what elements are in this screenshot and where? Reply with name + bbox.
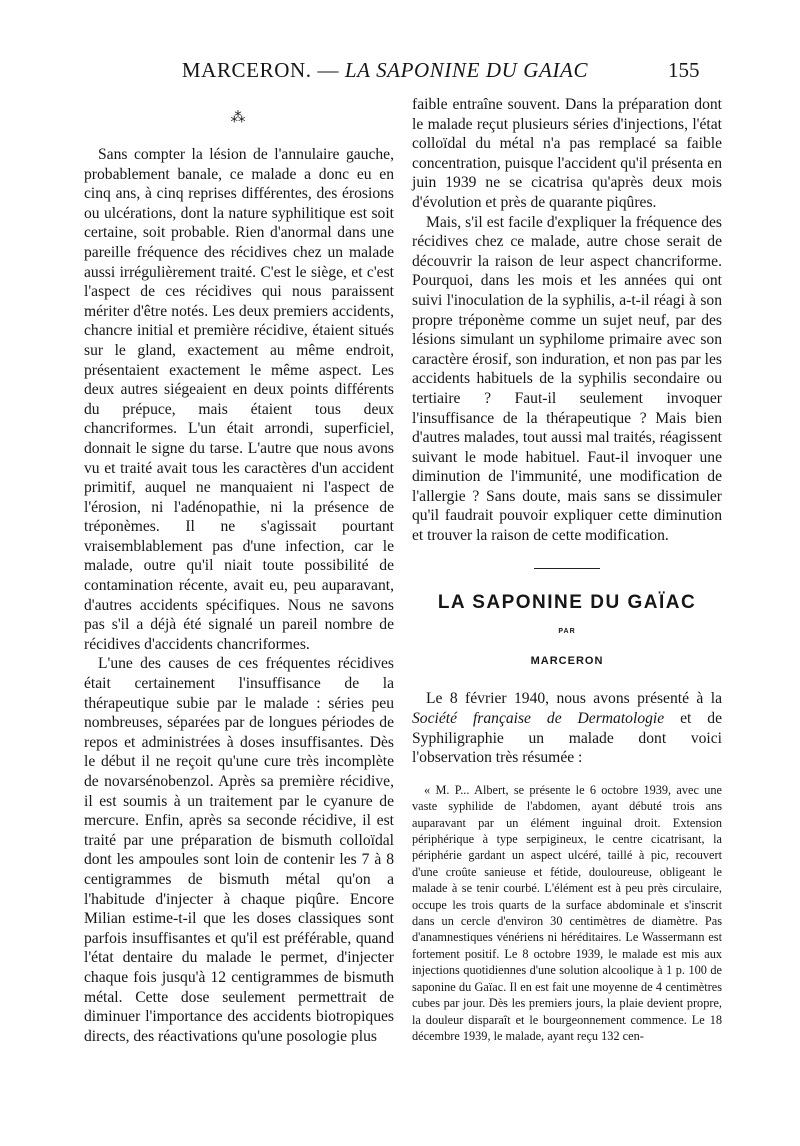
left-paragraph-2: L'une des causes de ces fréquentes récidives était certainement l'insuffisance de la thérapeutique subie par le malade : séries peu nombreuses, séparées par de longues périodes de repos et administrées à doses insuffisantes. Dès le début il ne reçoit qu'une cure très incomplète de novarsénobenzol. Après sa première récidive, il est soumis à un traitement par le cyanure de mercure. Enfin, après sa seconde récidive, il est traité par une préparation de bismuth colloïdal dont les ampoules sont loin de contenir les 7 à 8 centigrammes de bismuth métal qu'on a l'habitude d'injecter à chaque piqûre. Encore Milian estime-t-il que les doses classiques sont parfois insuffisantes et qu'il est préférable, quand l'état dentaire du malade le permet, d'injecter chaque fois jusqu'à 12 centigrammes de bismuth métal. Cette dose seulement permettrait de diminuer l'importance des accidents biotropiques directs, des réactivations qu'une posologie plus (84, 655, 394, 1045)
running-author: MARCERON. (181, 58, 312, 82)
intro-society: Société française de Dermatologie (412, 710, 665, 728)
observation-text: « M. P... Albert, se présente le 6 octobre 1939, avec une vaste syphilide de l'abdomen, ayant débuté trois ans auparavant par un élément inguinal droit. Extension périphérique à type serpigineux, le centre cicatrisant, la périphérie gardant un aspect ulcéré, taillé à pic, recouvert d'une croûte sanieuse et fétide, douloureuse, obligeant le malade à se tenir courbé. L'élément est à peu près circulaire, occupe les trois quarts de la surface abdominale et s'inscrit dans un cercle d'environ 30 centimètres de diamètre. Pas d'anamnestiques vénériens ni héréditaires. Le Wassermann est fortement positif. Le 8 octobre 1939, le malade est mis aux injections quotidiennes d'une solution alcoolique à 1 p. 100 de saponine du Gaïac. Il en est fait une moyenne de 4 centimètres cubes par jour. Dès les premiers jours, la plaie devient propre, la douleur disparaît et le bourgeonnement commence. Le 18 décembre 1939, le malade, ayant reçu 132 cen- (412, 782, 722, 1043)
section-divider (534, 568, 600, 569)
article-author: MARCERON (530, 654, 604, 667)
intro-paragraph (412, 689, 722, 767)
running-separator: — (311, 58, 345, 82)
running-topic: LA SAPONINE DU GAIAC (344, 58, 589, 82)
page-number: 155 (668, 58, 700, 82)
left-column (84, 95, 394, 1046)
article-by: PAR (558, 628, 576, 636)
observation-block (412, 782, 722, 1045)
running-head (0, 58, 800, 88)
right-paragraph-2: Mais, s'il est facile d'expliquer la fréquence des récidives chez ce malade, autre chose serait de découvrir la raison de leur aspect chancriforme. Pourquoi, dans les mois et les années qui ont suivi l'inoculation de la syphilis, a-t-il réagi à son propre tréponème comme un sujet neuf, par des lésions simulant un syphilome primaire avec son caractère érosif, son induration, et non pas par les accidents habituels de la syphilis secondaire ou tertiaire ? Faut-il seulement invoquer l'insuffisance de la thérapeutique ? Mais bien d'autres malades, tout aussi mal traités, réagissent suivant le mode habituel. Faut-il invoquer une diminution de l'immunité, une modification de l'allergie ? Sans doute, mais sans se dissimuler qu'il faudrait pouvoir expliquer cette diminution et trouver la raison de cette modification. (412, 213, 722, 545)
intro-start: Le 8 février 1940, nous avons présenté à la (426, 690, 722, 708)
article-title: LA SAPONINE DU GAÏAC (437, 591, 697, 613)
asterism: ⁂ (230, 110, 248, 126)
intro-end: et de Syphiligraphie un malade dont voici l'observation très résumée : (412, 710, 722, 767)
right-column (412, 95, 722, 1044)
right-paragraph-1: faible entraîne souvent. Dans la préparation dont le malade reçut plusieurs séries d'injections, l'état colloïdal du métal n'a pas remplacé sa faible concentration, puisque l'accident qu'il présenta en juin 1939 ne se cicatrisa qu'après deux mois d'évolution et près de quarante piqûres. (412, 96, 722, 211)
article-intro (412, 689, 722, 767)
left-paragraph-1: Sans compter la lésion de l'annulaire gauche, probablement banale, ce malade a donc eu en cinq ans, à cinq reprises différentes, des érosions ou ulcérations, dont la nature syphilitique est soit certaine, soit probable. Rien d'anormal dans une pareille fréquence des récidives chez un malade aussi irrégulièrement traité. C'est le siège, et c'est l'aspect de ces récidives qui nous paraissent mériter d'être notés. Les deux premiers accidents, chancre initial et première récidive, étaient situés sur le gland, exactement au même endroit, présentaient exactement le même aspect. Les deux autres siégeaient en deux points différents du prépuce, mais étaient tous deux chancriformes. L'un était arrondi, superficiel, donnait le signe du tarse. L'autre que nous avons vu et traité avait tous les caractères d'un accident primitif, auquel ne manquaient ni l'aspect de l'érosion, ni l'adénopathie, ni la présence de tréponèmes. Il ne s'agissait pourtant vraisemblablement pas d'une infection, car le malade, outre qu'il niait toute possibilité de contamination récente, avait eu, peu auparavant, d'autres accidents spécifiques. Nous ne savons pas s'il a déjà été signalé un pareil nombre de récidives d'accidents chancriformes. (84, 146, 394, 653)
running-title (150, 58, 620, 83)
